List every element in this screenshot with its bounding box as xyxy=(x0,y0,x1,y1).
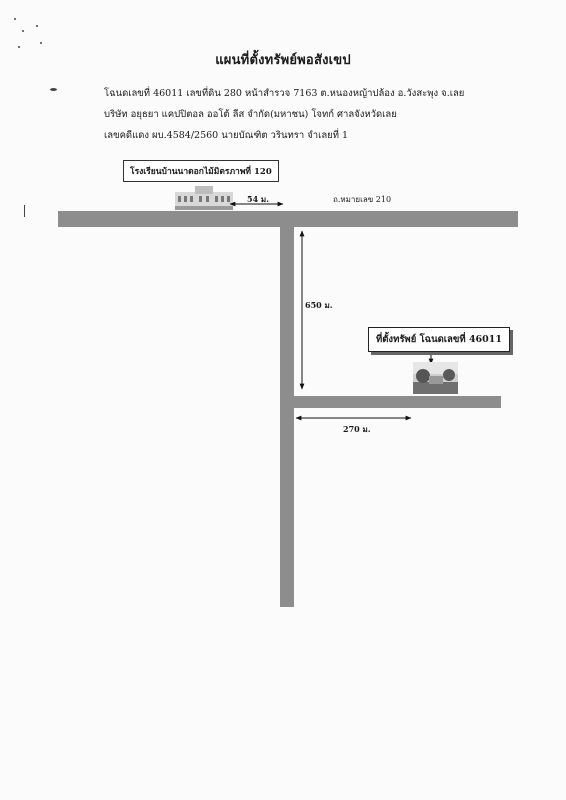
school-label: โรงเรียนบ้านนาดอกไม้มิตรภาพที่ 120 xyxy=(123,160,279,182)
distance-side-road: 270 ม. xyxy=(343,424,371,434)
road-name-label: ถ.หมายเลข 210 xyxy=(333,195,392,204)
property-label: ที่ตั้งทรัพย์ โฉนดเลขที่ 46011 xyxy=(368,327,510,352)
deed-info-line: โฉนดเลขที่ 46011 เลขที่ดิน 280 หน้าสำรวจ 7163 ต.หนองหญ้าปล้อง อ.วังสะพุง จ.เลย xyxy=(104,88,465,99)
property-photo xyxy=(413,362,458,394)
distance-main-to-side: 650 ม. xyxy=(305,300,333,310)
distance-school-to-junction: 54 ม. xyxy=(247,194,269,204)
page-title: แผนที่ตั้งทรัพย์พอสังเขป xyxy=(215,53,351,68)
plaintiff-info-line: บริษัท อยุธยา แคปปิตอล ออโต้ ลีส จำกัด(มหาชน) โจทก์ ศาลจังหวัดเลย xyxy=(104,109,397,120)
case-info-line: เลขคดีแดง ผบ.4584/2560 นายบัณฑิต วรินทรา จำเลยที่ 1 xyxy=(104,130,349,141)
